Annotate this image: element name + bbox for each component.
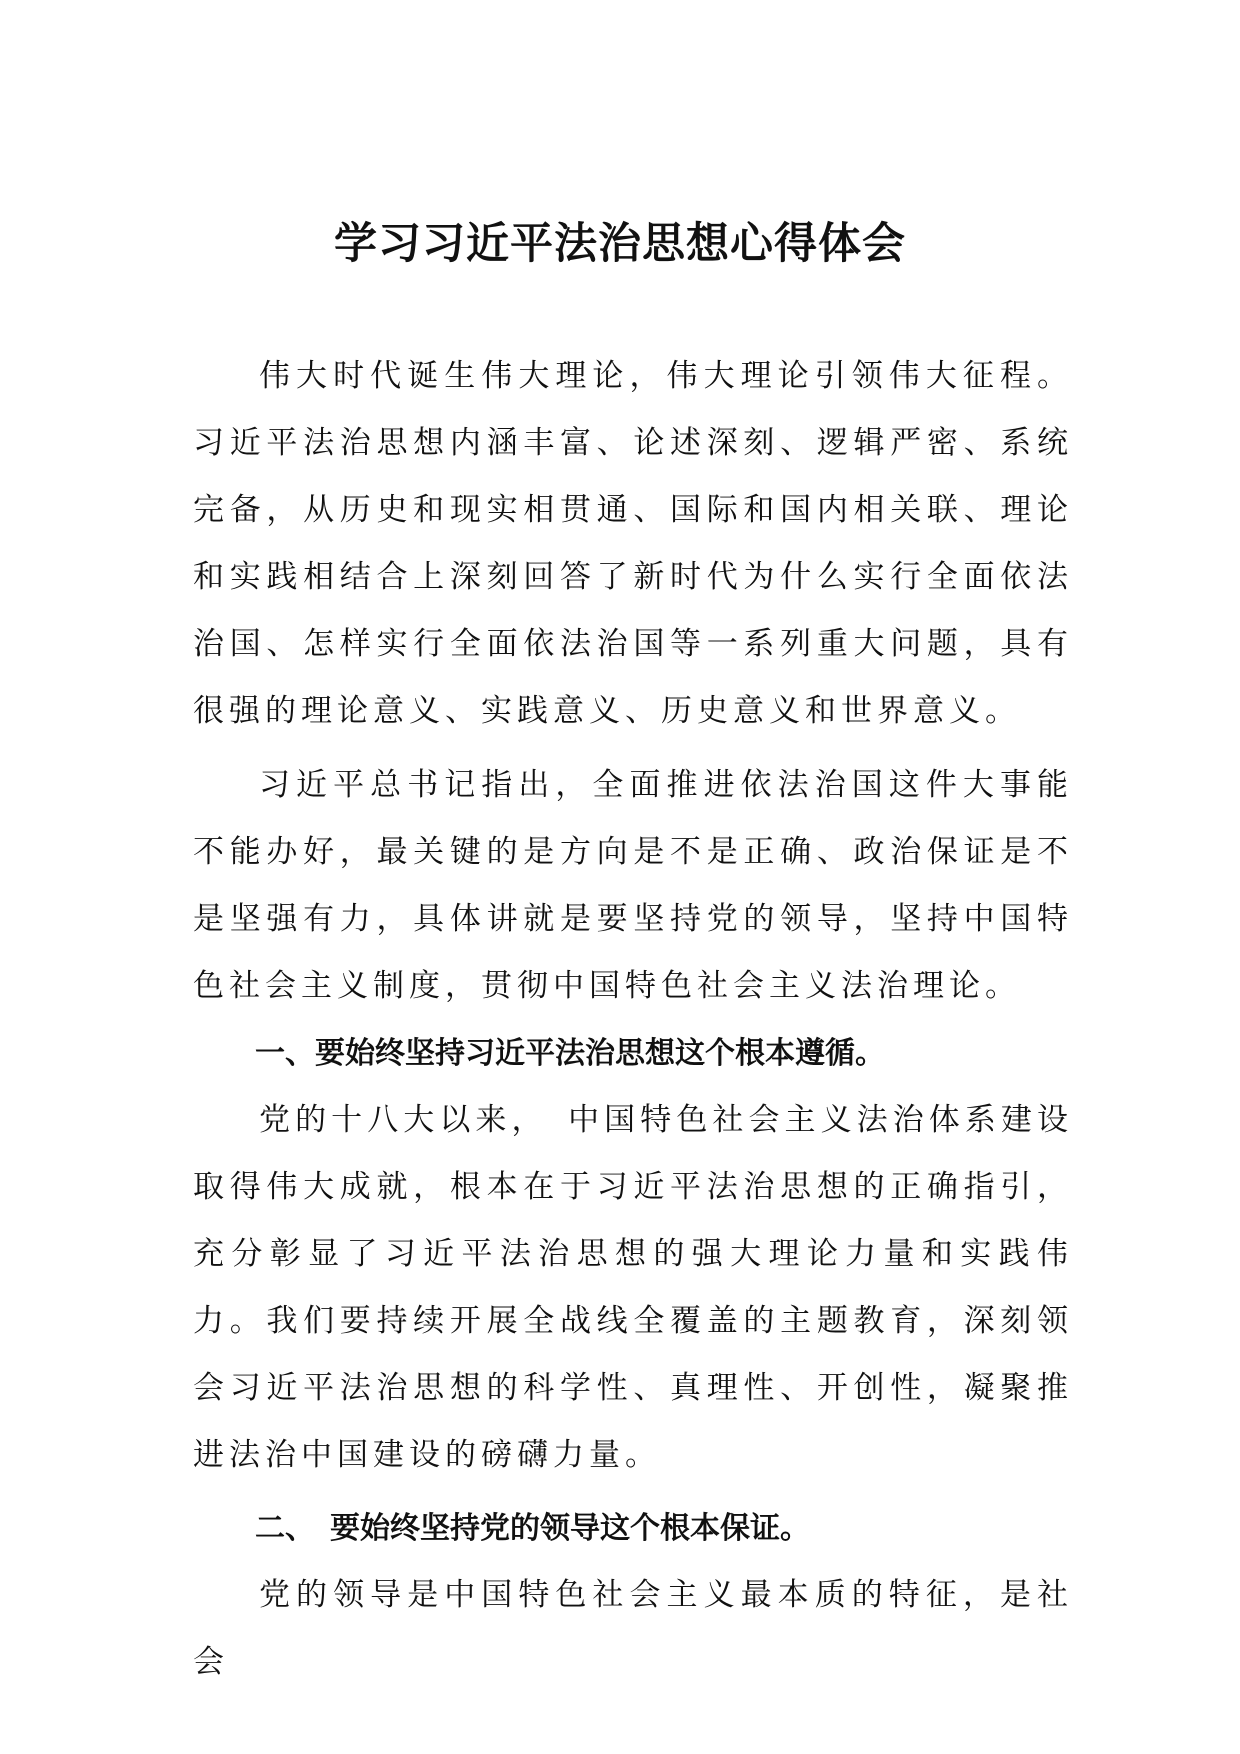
section-heading-2: 二、 要始终坚持党的领导这个根本保证。 [255,1511,810,1546]
intro-paragraph: 伟大时代诞生伟大理论，伟大理论引领伟大征程。习近平法治思想内涵丰富、论述深刻、逻辑严密、系统完备，从历史和现实相贯通、国际和国内相关联、理论和实践相结合上深刻回答了新时代为什么实行全面依法治国、怎样实行全面依法治国等一系列重大问题，具有很强的理论意义、实践意义、历史意义和世界意义。 [193,358,1073,729]
section-heading-1: 一、要始终坚持习近平法治思想这个根本遵循。 [255,1036,885,1071]
document-title: 学习习近平法治思想心得体会 [334,219,906,269]
section-paragraph-1: 党的十八大以来， 中国特色社会主义法治体系建设取得伟大成就，根本在于习近平法治思想的正确指引，充分彰显了习近平法治思想的强大理论力量和实践伟力。我们要持续开展全战线全覆盖的主题教育，深刻领会习近平法治思想的科学性、真理性、开创性，凝聚推进法治中国建设的磅礴力量。 [193,1102,1073,1473]
section-paragraph-2: 党的领导是中国特色社会主义最本质的特征，是社会 [193,1577,1073,1680]
document-body [193,343,1073,1696]
key-point-paragraph: 习近平总书记指出，全面推进依法治国这件大事能不能办好，最关键的是方向是不是正确、政治保证是不是坚强有力，具体讲就是要坚持党的领导，坚持中国特色社会主义制度，贯彻中国特色社会主义法治理论。 [193,767,1073,1004]
